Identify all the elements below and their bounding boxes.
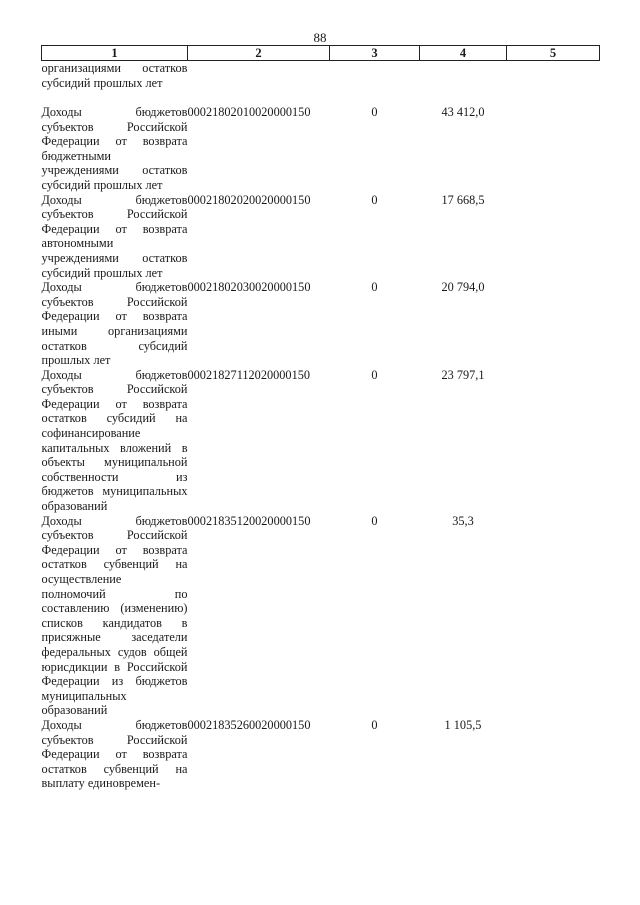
column-header-5: 5 — [507, 46, 600, 61]
row-value-3: 0 — [371, 105, 378, 119]
column-header-1: 1 — [42, 46, 188, 61]
column-header-2: 2 — [188, 46, 330, 61]
row-code: 00021835120020000150 — [187, 513, 311, 528]
table-row — [42, 280, 600, 368]
row-value-3: 0 — [371, 717, 378, 732]
row-value-3: 0 — [371, 367, 378, 382]
row-value-4: 43 412,0 — [441, 105, 485, 119]
row-code: 00021802030020000150 — [187, 280, 311, 295]
table-row — [42, 718, 600, 791]
table-row — [42, 368, 600, 514]
table-row — [42, 193, 600, 281]
row-description: Доходы бюджетов субъектов Российской Федерации от возврата остатков субвенций на осуществление полномочий по составлению (изменению) списков кандидатов в присяжные заседатели федеральных судов общей юрисдикции в Российской Федерации из бюджетов муниципальных образований — [41, 513, 188, 718]
row-value-5 — [507, 280, 600, 368]
row-description: Доходы бюджетов субъектов Российской Федерации от возврата остатков субсидий на софинансирование капитальных вложений в объекты муниципальной собственности из бюджетов муниципальных образований — [41, 367, 188, 514]
row-description: Доходы бюджетов субъектов Российской Федерации от возврата иными организациями остатков субсидий прошлых лет — [41, 280, 188, 368]
row-code: 00021835260020000150 — [187, 717, 311, 732]
row-description: Доходы бюджетов субъектов Российской Федерации от возврата бюджетными учреждениями остатков субсидий прошлых лет — [41, 105, 188, 192]
row-description: Доходы бюджетов субъектов Российской Федерации от возврата остатков субвенций на выплату единовремен- — [41, 717, 188, 791]
table-row — [42, 61, 600, 106]
row-code — [188, 61, 330, 106]
row-value-3: 0 — [371, 192, 378, 207]
row-value-5 — [507, 105, 600, 193]
row-description: организациями остатков субсидий прошлых лет — [41, 61, 188, 90]
row-value-3: 0 — [371, 513, 378, 528]
column-header-3: 3 — [330, 46, 420, 61]
row-value-3: 0 — [371, 280, 378, 295]
row-description: Доходы бюджетов субъектов Российской Федерации от возврата автономными учреждениями остатков субсидий прошлых лет — [41, 192, 188, 280]
row-code: 00021802020020000150 — [187, 192, 311, 207]
row-value-4: 20 794,0 — [441, 280, 485, 295]
column-header-4: 4 — [420, 46, 507, 61]
row-value-5 — [507, 61, 600, 106]
row-code: 00021802010020000150 — [187, 105, 311, 119]
row-value-5 — [507, 718, 600, 791]
row-value-4: 1 105,5 — [444, 717, 482, 732]
row-value-4: 23 797,1 — [441, 367, 485, 382]
table-row — [42, 105, 600, 193]
budget-revenue-table — [41, 45, 600, 791]
row-value-4: 35,3 — [452, 513, 474, 528]
row-value-4 — [420, 61, 507, 106]
row-value-5 — [507, 368, 600, 514]
row-value-5 — [507, 193, 600, 281]
table-row — [42, 514, 600, 718]
page-number: 88 — [313, 30, 327, 45]
row-value-4: 17 668,5 — [441, 192, 485, 207]
row-value-5 — [507, 514, 600, 718]
row-code: 00021827112020000150 — [187, 367, 311, 382]
header-row — [42, 46, 600, 61]
row-value-3 — [330, 61, 420, 106]
